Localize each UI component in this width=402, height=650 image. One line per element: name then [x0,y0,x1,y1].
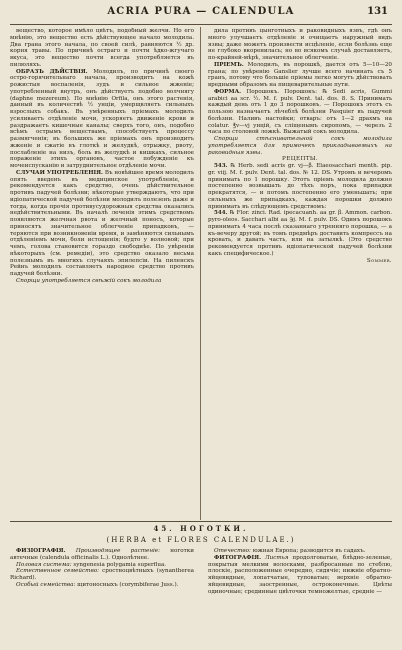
signature: Sommer. [366,257,392,264]
italic-phrase: Производящее растеніе: [65,548,160,554]
paragraph-text: ℞ Flor. zinci. Rad. ipecacuanh. аа gr. β. Ammon. carbon. pyro-oleos. Sacchari albi аа ℈j. M. f. pulv. DS. Одинъ порошокъ принимать 4 часа послѣ сказаннаго утренняго порошка, — а къ-вечеру другой; въ томъ предмѣръ доставить компрессъ на кровать, и давать часть, или на затылкѣ. (Это средство рекомендуется противъ идіопатической падучей болѣзни какъ специфическое.) [208,210,392,257]
italic-phrase: Естественное семейство: [16,568,99,575]
column-divider [200,27,201,520]
italic-phrase: Особый семейства: [16,581,76,588]
paragraph [10,582,194,589]
paragraph-text: сростноцвѣтныхъ (synantherea Richard). [10,568,194,581]
right-column [208,28,392,518]
paragraph [208,210,392,257]
section-rule [10,521,392,522]
paragraph [208,136,392,156]
paragraph-text: ноготки автечные (calendula officinalis L.). Однолѣтнее. [10,548,194,561]
section-heading: СЛУЧАИ УПОТРЕБЛЕНІЯ. [16,169,103,176]
paragraph [10,548,194,562]
section-heading: ПРІЕМЪ. [214,61,244,68]
paragraph [208,258,392,265]
paragraph-text: вещество, которое имѣло цвѣтъ, подобный желчи. Но его мнѣнію, это вещество есть дѣйствующее начало молодила. Два грана этого начала, по своей силѣ, равняются ½ др. корня травы. По причинѣ остраго и почти ѣдко-жгучаго вкуса, это вещество почти всегда употребляется въ пилюляхъ. [10,28,194,68]
paragraph-text: Порошокъ. Порошокъ: ℞ Sedi acris, Gummi arabici аа scr. ½. M. f. pulv. Dent. tal. dos. 8. S. Принимать каждый день отъ 1 до 3 порошковъ. — Порошокъ этотъ съ пользою назначаетъ лѣчеблѣ болѣзни Pasquier въ падучей болѣзни. Наливъ настойки; отваръ: отъ 1—2 драхмъ на colatur. ℥v—vj унцій, съ сліщенымъ сиропомъ, — черезъ 2 часа по столовой ложкѣ. Выжатый сокъ молодила. [208,88,392,136]
paragraph [208,548,392,555]
paragraph-text: syngenesia polygamia superflua. [71,561,167,568]
paragraph [208,555,392,596]
section-heading: ОБРАЗЪ ДѢЙСТВІЯ. [16,68,88,75]
running-title: ACRIA PURA — CALENDULA [107,6,295,17]
paragraph-text: продолговатые, блѣдно-зеленые, покрытыя мелкими волосками, разбросанные по стеблю, плоскіе, расположенные очередно, сидячіе; нижніе обратно-яйцевидные, лопатчатые, туповатые; верхніе обратно-яйцевидные, заостренные, остроконечные. Цвѣты одиночные; срединные цвѣточки темножелтые, средніе — [208,554,392,595]
header-rule [10,24,392,25]
paragraph-text: дила противъ цынготныхъ и раковидныхъ язвъ, гдѣ онъ много улучшаетъ отдѣленіе и очищаетъ наружный видъ язвы; даже можетъ произвести исцѣленіе, если болѣзнь еще не глубоко вкоренилась; но во всякомъ случаѣ доставляетъ, по-крайней-мѣрѣ, значительное облегченіе. [208,28,392,61]
italic-phrase: Спорщи стѣснивательной сокъ молодила употребляется для примочекъ прикладываемыхъ на раковидныя язвы. [208,136,392,156]
section-heading: ФОРМА. [214,88,242,95]
italic-phrase: Листья [261,554,289,561]
section-subtitle: (HERBA et FLORES CALENDULAE.) [106,536,296,544]
section-heading: ФИТОГРАФІЯ. [214,554,262,561]
paragraph [208,89,392,136]
paragraph-text: ℞ Herb. sedi acris gr. vj—β. Elaeosaccharі menth. pip. gr. viij. M. f. pulv. Dent. tal. dos. № 12. DS. Утромъ и вечеромъ принимать по 1 порошку. Этотъ пріемъ молодила должно постепенно возвышать до тѣхъ поръ, пока припадки прекратятся, — и потомъ постепенно его уменьшать; при сильныхъ же припадкахъ, каждая порошки должно принимать въ слѣдующемъ средствомъ: [208,163,392,210]
paragraph [10,568,194,582]
paragraph-text: Молодилъ, въ порошкѣ, дается отъ 5—10—20 грана; по увѣренію Ganslier лучше всего начинать съ 5 гранъ, потому что большіе пріемы легко могутъ дѣйствовать вредными образомъ на пищеварительные пути. [208,61,392,88]
bottom-left-column [10,548,194,646]
italic-phrase: Отечество: [214,548,251,554]
bottom-right-column [208,548,392,646]
italic-phrase: Спорщи употребляется свѣжій сокъ молодила [16,277,162,284]
section-title: 45. НОГОТКИ. [153,524,249,533]
paragraph-text: южная Европа; разводится въ садахъ. [250,548,366,554]
recipe-number: 543. [214,163,228,169]
paragraph [208,156,392,163]
paragraph-text: щитоносныхъ (corymbiferae Juss.). [75,581,179,588]
paragraph [10,278,194,285]
paragraph [208,62,392,89]
page-number: 131 [367,6,388,17]
paragraph-text: Въ новѣйшее время молодилъ опять введенъ въ медицинское употребленіе, и рекомендуется какъ средство, очень дѣйствительное противъ падучей болѣзни; нѣкоторые утверждаютъ, что при идіопатической падучей болѣзни молодилъ полезенъ даже и тогда, когда прочія противусудорожныя средства оказались недѣйствительными. Въ началѣ леченія этимъ средствомъ появляются желчная рвота и желчный поносъ, которые приносятъ значительное облегченіе припадковъ, — теряются при возникновеніи время, и замѣняются сильнымъ отдѣленіемъ мочи, боли истощенія; будто у волновой; при чемъ, голова становится гораздо свободнѣе. По увѣреніи нѣкоторыхъ (см. ремедіи), это средство оказало весьма полезнымъ въ многихъ случаяхъ эпилепсіи. На пиленскъ Рейнъ молодилъ составляетъ народное средство противъ падучей болѣзни. [10,169,194,277]
subheading: РЕЦЕПТЫ. [282,156,318,163]
italic-phrase: Половая система: [16,561,72,568]
paragraph [10,28,194,69]
running-header [0,6,402,22]
recipe-number: 544. [214,210,228,217]
paragraph [10,69,194,170]
paragraph [10,170,194,278]
paragraph [208,28,392,62]
paragraph [208,163,392,210]
section-heading: ФИЗІОГРАФІЯ. [16,548,66,554]
paragraph-text: Молодилъ, по причинѣ своего остро-горячительнаго начала, производитъ на кожѣ рожистыя воспаленія, зудъ и сильное жженіе; употребленный внутрь, онъ дѣйствуетъ подобно волчнягу (daphne mezereum). По мнѣнію Orfila, онъ этого растенія, данный въ количествѣ ½ унціи, умерщвляетъ сильныхъ взрослыхъ собакъ. Въ умѣренныхъ пріемахъ молодилъ усиливаетъ отдѣленіе мочи, ускоряетъ движеніе крови и раздражаетъ кишечные каналы; сверхъ того, онъ, подобно всѣмъ острымъ веществамъ, способствуетъ процессу размягченія; въ большихъ же пріемахъ онъ производитъ жженіе и сжатіе въ глоткѣ и желудкѣ, отрыжку, рвоту, послабленіе на низъ, боль въ желудкѣ и кишкахъ, сильное пораженіе этихъ органовъ, частое побужденіе къ мочеиспусканію и затруднительное отдѣленіе мочи. [10,68,194,169]
left-column [10,28,194,518]
